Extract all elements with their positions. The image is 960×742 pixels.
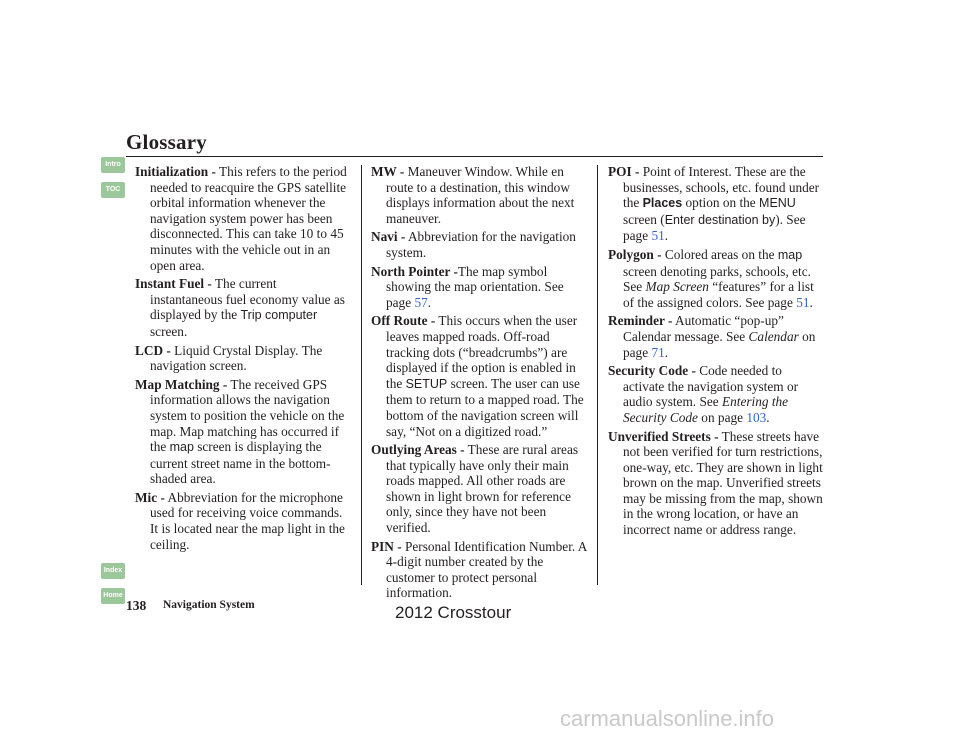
cross-reference: Entering the Security Code <box>623 394 789 425</box>
page-title: Glossary <box>126 130 207 154</box>
glossary-entry-unverified-streets <box>608 429 825 538</box>
glossary-definition: These are rural areas that typically have only their main roads mapped. All other roads are shown in light brown for reference only, since they have not been verified. <box>386 442 579 536</box>
glossary-entry-security-code <box>608 363 825 425</box>
glossary-term: PIN - <box>371 538 402 554</box>
glossary-term: Off Route - <box>371 313 436 329</box>
glossary-definition: screen denoting parks, schools, etc. See <box>623 263 811 295</box>
home-nav-button[interactable]: Home <box>101 588 125 604</box>
glossary-definition: . <box>427 294 432 310</box>
glossary-term: Outlying Areas - <box>371 442 465 458</box>
glossary-column-1 <box>135 164 352 555</box>
glossary-definition: Code needed to activate the navigation system or audio system. See <box>623 363 799 410</box>
glossary-definition: Personal Identification Number. A 4-digit number created by the customer to protect personal information. <box>386 538 587 601</box>
glossary-definition: Abbreviation for the microphone used for receiving voice commands. It is located near the map light in the ceiling. <box>150 489 345 552</box>
page-link[interactable]: 103 <box>746 409 767 425</box>
glossary-entry-north-pointer <box>371 264 588 311</box>
glossary-term: Polygon - <box>608 246 662 262</box>
glossary-column-3 <box>608 164 825 541</box>
column-divider <box>361 165 362 585</box>
glossary-term: Navi - <box>371 229 406 245</box>
ui-label: map <box>169 440 194 455</box>
glossary-definition: screen. The user can use them to return to a mapped road. The bottom of the navigation screen will say, “Not on a digitized road.” <box>386 375 584 439</box>
glossary-entry-mw <box>371 164 588 226</box>
glossary-entry-navi <box>371 229 588 260</box>
glossary-entry-initialization <box>135 164 352 273</box>
glossary-definition: “features” for a list of the assigned colors. See page <box>623 279 814 310</box>
glossary-entry-reminder <box>608 313 825 360</box>
glossary-definition: Colored areas on the <box>661 246 778 262</box>
glossary-entry-outlying-areas <box>371 442 588 536</box>
glossary-definition: Point of Interest. These are the businesses, schools, etc. found under the <box>623 164 820 211</box>
section-name: Navigation System <box>163 599 255 611</box>
glossary-entry-polygon <box>608 247 825 310</box>
glossary-definition: . <box>809 294 813 310</box>
ui-label: Trip computer <box>240 308 318 323</box>
glossary-definition: . <box>664 228 669 244</box>
glossary-definition: option on the <box>682 195 760 211</box>
page-number: 138 <box>126 598 147 613</box>
glossary-definition: The current instantaneous fuel economy value as displayed by the <box>150 276 345 323</box>
vehicle-model: 2012 Crosstour <box>395 603 512 622</box>
column-divider <box>597 165 598 585</box>
glossary-definition: . <box>664 344 669 360</box>
glossary-entry-map-matching <box>135 377 352 487</box>
ui-label: map <box>777 247 803 262</box>
glossary-definition: These streets have not been verified for turn restrictions, one-way, etc. They are shown in light brown on the map. Unverified streets may be missing from the map, shown in the wrong location, or have an incorrect name or address range. <box>623 428 823 538</box>
intro-nav-button[interactable]: Intro <box>101 157 125 173</box>
title-divider <box>126 156 823 157</box>
page-link[interactable]: 71 <box>651 344 665 360</box>
glossary-definition: This occurs when the user leaves mapped roads. Off-road tracking dots (“breadcrumbs”) are displayed if the option is enabled in the <box>386 313 578 391</box>
cross-reference: Map Screen <box>645 279 709 295</box>
glossary-term: MW - <box>371 164 405 179</box>
glossary-definition: screen. <box>150 323 188 339</box>
ui-label: Places <box>642 196 683 211</box>
ui-label: Enter destination by <box>664 212 776 227</box>
glossary-definition: Liquid Crystal Display. The navigation screen. <box>150 342 323 374</box>
glossary-term: Security Code - <box>608 363 696 379</box>
glossary-term: Unverified Streets - <box>608 428 719 444</box>
glossary-term: Reminder - <box>608 313 673 329</box>
glossary-definition: Abbreviation for the navigation system. <box>386 229 576 260</box>
page-link[interactable]: 51 <box>651 228 665 244</box>
page-link[interactable]: 51 <box>796 294 810 310</box>
glossary-entry-mic <box>135 490 352 552</box>
ui-label: SETUP <box>405 376 448 391</box>
glossary-definition: . <box>766 409 770 425</box>
glossary-entry-off-route <box>371 313 588 439</box>
glossary-term: Mic - <box>135 489 165 505</box>
glossary-entry-poi <box>608 164 825 244</box>
glossary-column-2 <box>371 164 588 604</box>
index-nav-button[interactable]: Index <box>101 563 125 579</box>
page-link[interactable]: 57 <box>414 294 428 310</box>
glossary-definition: screen is displaying the current street name in the bottom-shaded area. <box>150 439 331 487</box>
glossary-definition: Maneuver Window. While en route to a destination, this window displays information about the next maneuver. <box>386 164 575 226</box>
glossary-definition: on page <box>697 409 747 425</box>
cross-reference: Calendar <box>748 328 799 344</box>
glossary-definition: The map symbol showing the map orientation. See page <box>386 263 564 310</box>
glossary-definition: Automatic “pop-up” Calendar message. See <box>623 313 784 344</box>
glossary-entry-lcd <box>135 343 352 374</box>
ui-label: MENU <box>759 196 796 211</box>
glossary-definition: screen ( <box>623 211 665 227</box>
glossary-term: Instant Fuel - <box>135 276 212 292</box>
glossary-definition: This refers to the period needed to reacquire the GPS satellite orbital information whenever the navigation system power has been disconnected. This can take 10 to 45 minutes with the vehicle out in an open area. <box>150 164 347 273</box>
glossary-definition: ). See page <box>623 211 806 244</box>
glossary-definition: on page <box>623 328 816 360</box>
glossary-entry-pin <box>371 539 588 601</box>
glossary-term: POI - <box>608 164 640 179</box>
glossary-term: Map Matching - <box>135 376 228 392</box>
toc-nav-button[interactable]: TOC <box>101 182 125 198</box>
glossary-definition: The received GPS information allows the navigation system to position the vehicle on the map. Map matching has occurred if the <box>150 376 345 455</box>
watermark: carmanualsonline.info <box>560 706 775 731</box>
glossary-term: North Pointer - <box>371 263 458 279</box>
glossary-entry-instant-fuel <box>135 276 352 339</box>
glossary-term: Initialization - <box>135 164 216 179</box>
glossary-term: LCD - <box>135 342 171 358</box>
